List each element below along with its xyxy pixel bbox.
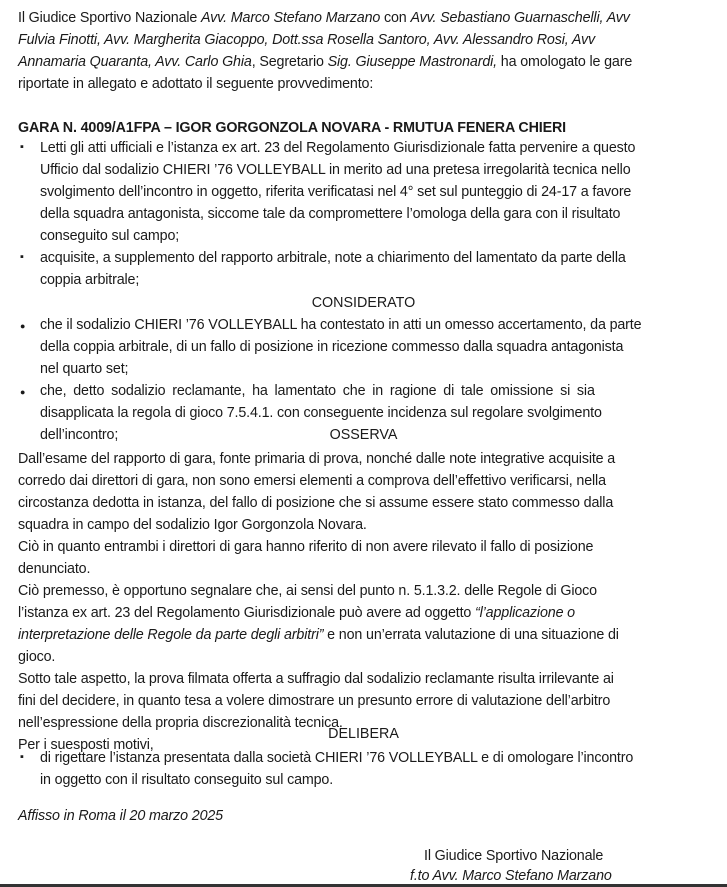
delibera-heading: DELIBERA (328, 726, 399, 742)
considerato-heading: CONSIDERATO (311, 295, 416, 311)
osserva-line: squadra in campo del sodalizio Igor Gorgonzola Novara. (18, 517, 367, 533)
considerato-1-line: che il sodalizio CHIERI ’76 VOLLEYBALL ha contestato in atti un omesso accertamento, da parte (40, 317, 642, 333)
members-names: Avv. Sebastiano Guarnaschelli, Avv (410, 10, 630, 26)
signature-title: Il Giudice Sportivo Nazionale (424, 848, 604, 864)
delibera-line: di rigettare l’istanza presentata dalla società CHIERI ’76 VOLLEYBALL e di omologare l’incontro (40, 750, 634, 766)
match-title: GARA N. 4009/A1FPA – IGOR GORGONZOLA NOVARA - RMUTUA FENERA CHIERI (18, 120, 566, 136)
considerato-2-line: che, detto sodalizio reclamante, ha lamentato che in ragione di tale omissione si sia (40, 383, 595, 399)
intro-line-3 (18, 52, 632, 72)
intro-text: ha omologato le gare (496, 54, 633, 70)
delibera-line: in oggetto con il risultato conseguito sul campo. (40, 772, 334, 788)
premise-1-line: della squadra antagonista, siccome tale da compromettere l’omologa della gara con il risultato (40, 206, 621, 222)
osserva-quote: “l’applicazione o (475, 605, 575, 621)
osserva-line: Dall’esame del rapporto di gara, fonte primaria di prova, nonché dalle note integrative acquisite a (18, 451, 616, 467)
intro-line-4: riportate in allegato e adottato il seguente provvedimento: (18, 76, 374, 92)
members-names: Annamaria Quaranta, Avv. Carlo Ghia (18, 54, 252, 70)
square-bullet-icon: ▪ (20, 251, 24, 263)
osserva-line (18, 603, 575, 623)
osserva-line: circostanza dedotta in istanza, del fallo di posizione che si assume essere stato commesso dalla (18, 495, 614, 511)
considerato-2-line: disapplicata la regola di gioco 7.5.4.1. con conseguente incidenza sul regolare svolgimento (40, 405, 602, 421)
osserva-line: Sotto tale aspetto, la prova filmata offerta a suffragio dal sodalizio reclamante risulta irrilevante ai (18, 671, 614, 687)
osserva-line: Per i suesposti motivi, (18, 737, 154, 753)
intro-line-1 (18, 8, 630, 28)
considerato-1-line: nel quarto set; (40, 361, 129, 377)
osserva-line: fini del decidere, in quanto tesa a volere dimostrare un presunto errore di valutazione dell’arbitro (18, 693, 611, 709)
osserva-line: gioco. (18, 649, 56, 665)
premise-2-line: coppia arbitrale; (40, 272, 140, 288)
premise-1-line: svolgimento dell’incontro in oggetto, riferita verificatasi nel 4° set sul punteggio di 24-17 a favore (40, 184, 632, 200)
considerato-2-line: dell’incontro; (40, 427, 119, 443)
premise-1-line: conseguito sul campo; (40, 228, 180, 244)
intro-text: con (380, 10, 411, 26)
osserva-line (18, 625, 619, 645)
osserva-line: corredo dai direttori di gara, non sono emersi elementi a comprova dell’effettivo verificarsi, nella (18, 473, 606, 489)
square-bullet-icon: ▪ (20, 751, 24, 763)
considerato-1-line: della coppia arbitrale, di un fallo di posizione in ricezione commesso dalla squadra antagonista (40, 339, 624, 355)
osserva-text: l’istanza ex art. 23 del Regolamento Giurisdizionale può avere ad oggetto (18, 605, 476, 621)
osserva-text: e non un’errata valutazione di una situazione di (323, 627, 619, 643)
intro-line-2: Fulvia Finotti, Avv. Margherita Giacoppo, Dott.ssa Rosella Santoro, Avv. Alessandro Rosi, Avv (18, 32, 595, 48)
osserva-line: Ciò in quanto entrambi i direttori di gara hanno riferito di non avere rilevato il fallo di posizione (18, 539, 594, 555)
signature-name: f.to Avv. Marco Stefano Marzano (410, 868, 612, 884)
osserva-heading (18, 425, 709, 445)
osserva-line: denunciato. (18, 561, 91, 577)
premise-1-line: Letti gli atti ufficiali e l’istanza ex art. 23 del Regolamento Giurisdizionale fatta pervenire a questo (40, 140, 636, 156)
judge-name: Avv. Marco Stefano Marzano (201, 10, 381, 26)
premise-1-line: Ufficio dal sodalizio CHIERI ’76 VOLLEYBALL in merito ad una pretesa irregolarità tecnica nello (40, 162, 631, 178)
osserva-heading-text: OSSERVA (329, 427, 398, 443)
osserva-line: Ciò premesso, è opportuno segnalare che, ai sensi del punto n. 5.1.3.2. delle Regole di Gioco (18, 583, 597, 599)
round-bullet-icon: ● (20, 321, 26, 331)
secretary-name: Sig. Giuseppe Mastronardi, (327, 54, 497, 70)
square-bullet-icon: ▪ (20, 141, 24, 153)
intro-text: Il Giudice Sportivo Nazionale (18, 10, 202, 26)
posted-date: Affisso in Roma il 20 marzo 2025 (18, 808, 223, 824)
osserva-line: nell’espressione della propria discrezionalità tecnica. (18, 715, 343, 731)
osserva-quote: interpretazione delle Regole da parte degli arbitri” (18, 627, 324, 643)
round-bullet-icon: ● (20, 387, 26, 397)
intro-text: , Segretario (251, 54, 328, 70)
premise-2-line: acquisite, a supplemento del rapporto arbitrale, note a chiarimento del lamentato da parte della (40, 250, 626, 266)
